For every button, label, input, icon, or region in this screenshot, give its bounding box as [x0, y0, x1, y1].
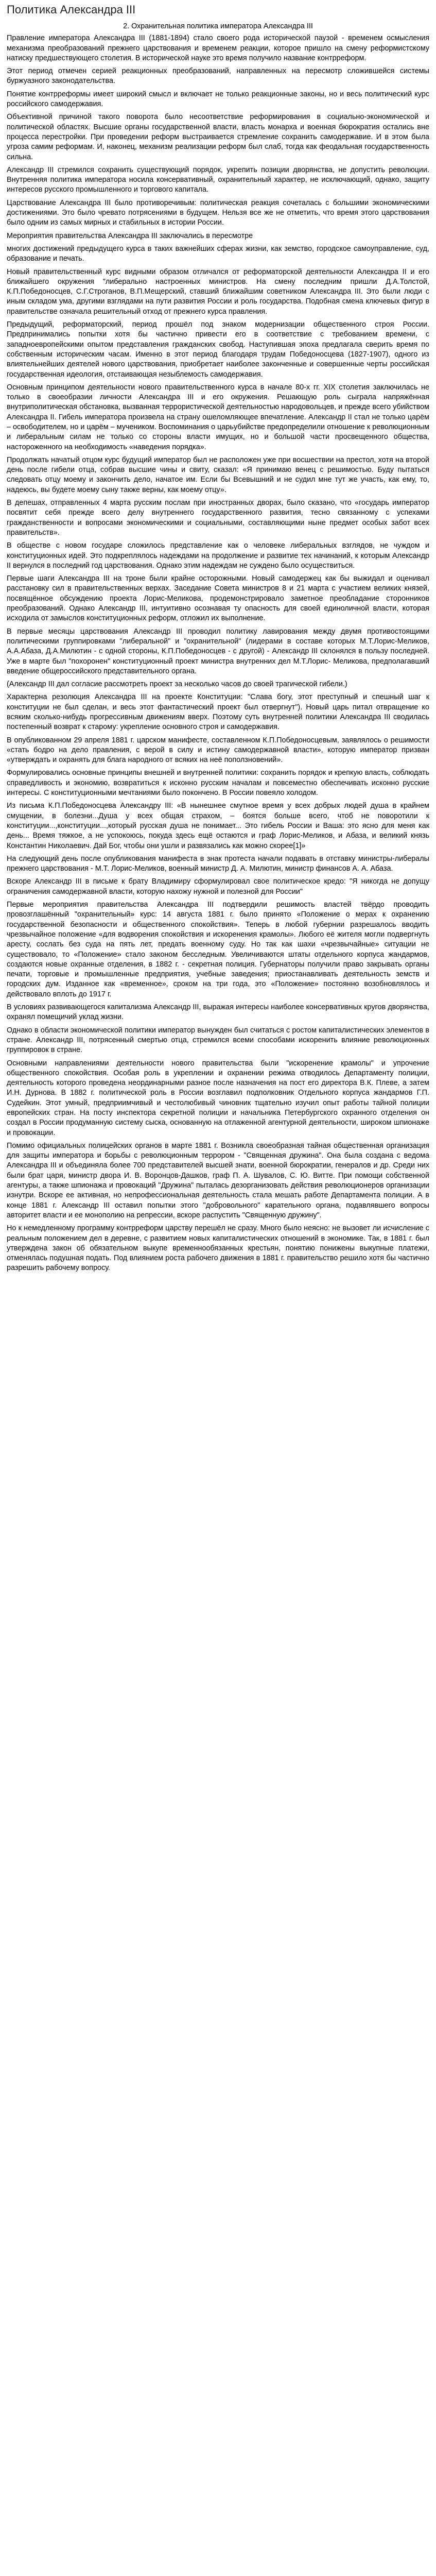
paragraph: Основными направлениями деятельности нового правительства были "искоренение крамолы" и упрочение общественного спокойствия. Особая роль в укреплении и охранении режима отводилось Департаменту полиции, деятельность которого проведена неординарными разное после назначения на пост его директора В.К. Плеве, а затем И.Н. Дурнова. В 1882 г. политической роль в России возглавил подполковник Отдельного корпуса жандармов Г.П. Судейкин. Этот умный, предприимчивый и честолюбивый чиновник тщательно изучил опыт работы тайной полиции европейских стран. На посту инспектора секретной полиции и начальника Петербургского охранного отделения он создал в России продуманную систему сыска, основанную на отлаженной агентурной деятельности, широком шпионаже и провокации.	[7, 1059, 429, 1137]
paragraph: Александр III стремился сохранить существующий порядок, укрепить позиции дворянства, не допустить революции. Внутренняя политика императора носила консервативный, охранительный характер, не исключающий, однако, защиту интересов русского промышленного и торгового капитала.	[7, 165, 429, 194]
paragraph: Объективной причиной такого поворота было несоответствие реформирования в социально-экономической и политической областях. Высшие органы государственной власти, власть монарха и военная бюрократия остались вне процесса перестройки. При проведении реформ выстраивается стремление сохранить самодержавие. И в этом была угроза самим реформам. И, наконец, механизм реализации реформ был слаб, тогда как феодальная государственность сильна.	[7, 113, 429, 161]
paragraph: Однако в области экономической политики император вынужден был считаться с ростом капиталистических элементов в стране. Александр III, потрясенный смертью отца, стремился всеми способами искоренить влияние революционных группировок в стране.	[7, 1026, 429, 1055]
paragraph: многих достижений предыдущего курса в таких важнейших сферах жизни, как земство, городское самоуправление, суд, образование и печать.	[7, 244, 429, 263]
paragraph: Правление императора Александра III (1881-1894) стало своего рода исторической паузой - временем осмысления механизма преобразований прежнего царствования и временем реакции, которое пришло на смену реформистскому натиску предшествующего столетия. В исторической науке это время получило название контрреформ.	[7, 34, 429, 62]
paragraph: Но к немедленному программу контрреформ царству перешёл не сразу. Много было неясно: не вызовет ли исчисление с реальным положением дел в деревне, с развитием новых капиталистических отношений в экономике. Так, в 1881 г. был утверждена закон об обязательном выкупе временнообязанных крестьян, понятию понижены выкупные платежи, отменялась подушная подать. Под влиянием роста рабочего движения в 1881 г. правительство решило хотя бы частично разрешить рабочему вопросу.	[7, 1224, 429, 1273]
paragraph: Основным принципом деятельности нового правительственного курса в начале 80-х гг. XIX столетия заключилась не только в своеобразии личности Александра III и его окружения. Решающую роль сыграла напряжённая внутриполитическая обстановка, вызванная террористической деятельностью народовольцев, и прежде всего убийством Александра II. Гибель императора произвела на страну ошеломляющее впечатление. Александр II стал не только царём – освободителем, но и царём – мучеником. Воспоминания о царьубийстве предопределили отношение к революционным и либеральным силам не только со стороны власти имущих, но и большой части просвещенного общества, настороженного на необходимость «наведения порядка».	[7, 383, 429, 451]
paragraph: Характерна резолюция Александра III на проекте Конституции: "Слава богу, этот преступный и спешный шаг к конституции не был сделан, и весь этот фантастический проект был отвергнут"). Новый царь питал отвращение ко всяким сколько-нибудь прогрессивным движениям вверх. Поэтому суть внутренней политики Александра III сводилась постепенный возврат к старому: укрепление основного строя и самодержавия.	[7, 693, 429, 732]
section-subtitle: 2. Охранительная политика императора Александра III	[123, 22, 313, 30]
paragraph: Понятие контрреформы имеет широкий смысл и включает не только реакционные законы, но и весь политический курс российского самодержавия.	[7, 90, 429, 109]
paragraph: В депешах, отправленных 4 марта русским послам при иностранных дворах, было сказано, что «государь император посвятит себя прежде всего делу внутреннего государственного развития, тесно связанному с успехами гражданственности и вопросами экономическими и социальными, составляющими ныне предмет особых забот всех правительств».	[7, 499, 429, 537]
paragraph: Вскоре Александр III в письме к брату Владимиру сформулировал свое политическое кредо: "Я никогда не допущу ограничения самодержавной власти, которую нахожу нужной и полезной для России"	[7, 877, 429, 896]
paragraph: Первые шаги Александра III на троне были крайне осторожными. Новый самодержец как бы выжидал и оценивал расстановку сил в правительственных верхах. Заседание Совета министров 8 и 21 марта с участием великих князей, посвящённое обсуждению проекта Лорис-Меликова, продемонстрировало заметное преобладание сторонников преобразований. Однако Александр III, интуитивно осознавая ту опасность для своей единоличной власти, которая исходила от замыслов конституционных реформ, отложил их выполнение.	[7, 574, 429, 623]
paragraph: В условиях развивающегося капитализма Александр III, выражая интересы наиболее консервативных кругов дворянства, охранял помещичий уклад жизни.	[7, 1003, 429, 1022]
paragraph: Из письма К.П.Победоносцева Александру III: «В нынешнее смутное время у всех добрых людей душа в крайнем смущении, в болезни...Душа у всех общая страхом, – боятся больше всего, чтоб не поворотили к конституции...,конституции...,который русская душа не понимает... Это гибель России и Ваша: это ясно для меня как день... Время тяжкое, а не успокоюсь, покуда здесь ещё остаются и граф Лорис-Меликов, и Абаза, и великий князь Константин Николаевич. Дай Бог, чтобы они ушли и развязались как можно скорее[1]»	[7, 802, 429, 850]
paragraph: В обществе с новом государе сложилось представление как о человеке либеральных взглядов, не чуждом и конституционных идей. Это подкреплялось надеждами на продолжение и развитие тех начинаний, к которым Александр II вернулся в последний год царствования. Однако этим надеждам не суждено было осуществиться.	[7, 541, 429, 570]
paragraph: На следующий день после опубликования манифеста в знак протеста начали подавать в отставку министры-либералы прежнего царствования - М.Т. Лорис-Меликов, военный министр Д. А. Милютин, министр финансов А. А. Абаза.	[7, 854, 429, 873]
paragraph: Помимо официальных полицейских органов в марте 1881 г. Возникла своеобразная тайная общественная организация для защиты императора и борьбы с революционным террором - "Священная дружина". Она была создана с ведома Александра III и объединяла более 700 представителей высшей знати, военной бюрократии, генералов и др. Среди них были брат царя, министр двора И. В. Воронцов-Дашков, граф П. А. Шувалов, С. Ю. Витте. При помощи собственной агентуры, а также шпионажа и провокаций "Дружина" пыталась дезорганизовать действия революционеров организации изнутри. Вскоре ее активная, но непрофессиональная деятельность стала мешать работе Департамента полиции. А в конце 1881 г. Александр III оставил попытки этого "добровольного" карательного органа, подавлявшего вопросы авторитет власти и ее монополию на репрессии, вскоре распустить "Священную дружину".	[7, 1141, 429, 1219]
paragraph: В опубликованном 29 апреля 1881 г. царском манифесте, составленном К.П.Победоносцевым, заявлялось о решимости «стать бодро на дело правления, с верой в силу и истину самодержавной власти», которую император призван «утверждать и охранять для блага народного от всяких на неё поползновений».	[7, 736, 429, 765]
paragraph: В первые месяцы царствования Александр III проводил политику лавирования между двумя противостоящими политическими группировками "либеральной" и "охранительной" (лидерами в составе которых М.Т.Лорис-Меликов, А.А.Абаза, Д.А.Милютин - с одной стороны, К.П.Победоносцев - с другой) - Александр III склонялся в пользу последней. Уже в марте был "похоронен" конституционный проект министра внутренних дел М.Т.Лорис- Меликова, предполагавший введение общероссийского представительного органа.	[7, 627, 429, 675]
paragraph: Царствование Александра III было противоречивым: политическая реакция сочеталась с большими экономическими достижениями. Это было чревато потрясениями в будущем. Нельзя все же не отметить, что время этого царствования было одним из самых мирных и стабильных в истории России.	[7, 198, 429, 227]
document-page	[0, 0, 436, 1274]
paragraph: (Александр III дал согласие рассмотреть проект за несколько часов до своей трагической гибели.)	[7, 680, 347, 689]
paragraph: Мероприятия правительства Александра III заключались в пересмотре	[7, 231, 253, 240]
paragraph: Первые мероприятия правительства Александра III подтвердили решимость властей твёрдо проводить провозглашённый "охранительный» курс: 14 августа 1881 г. было принято «Положение о мерах к охранению государственной безопасности и общественного спокойствия». Теперь в любой губернии разрешалось вводить чрезвычайное положение «для водворения спокойствия и искоренения крамолы». Любого её жителя могли подвергнуть аресту, сослать без суда на пять лет, предать военному суду. Но так как шахи «чрезвычайные» ситуации не существовало, то «Положение» стало законом бесследным. Увеличиваются штаты отдельного корпуса жандармов, создаются новые охранные отделения, в 1882 г. - секретная полиция. Губернаторы получили право закрывать органы печати, торговые и промышленные предприятия, учебные заведения; приостанавливать деятельность земств и городских дум. Изданное как «временное», сроком на три года, это «Положение» постоянно возобновлялось и действовало вплоть до 1917 г.	[7, 901, 429, 998]
paragraph: Предыдущий, реформаторский, период прошёл под знаком модернизации общественного строя России. Предпринимались попытки хотя бы частично привести его в соответствие с требованием времени, с западноевропейскими опытом представления гражданских свобод. Наступившая эпоха предлагала сверить время по собственным историческим часам. Именно в этот период благодаря трудам Победоносцева (1827-1907), одного из влиятельнейших деятелей нового царствования, приобретает наиболее законченные и совершенные черты российская государственная идеология, отстаивающая незыблемость самодержавия.	[7, 320, 429, 379]
paragraph: Новый правительственный курс видными образом отличался от реформаторской деятельности Александра II и его ближайшего окружения "либерально настроенных министров. На смену последним пришли Д.А.Толстой, К.П.Победоносцев, С.Г.Строганов, В.П.Мещерский, ставший ближайшим советником Александра III. Это были люди с иным складом ума, другими взглядами на пути развития России и роль государства. Подобная смена ключевых фигур в правительстве означала решительный отход от прежнего курса правления.	[7, 267, 429, 316]
paragraph: Этот период отмечен серией реакционных преобразований, направленных на пересмотр сложившейся системы буржуазного законодательства.	[7, 67, 429, 86]
paragraph: Продолжать начатый отцом курс будущий император был не расположен уже при восшествии на престол, хотя на второй день после гибели отца, собрав высшие чины и свиту, сказал: «Я принимаю венец с решимостью. Буду пытаться следовать отцу моему и закончить дело, начатое им. Если бы Всевышний и не судил мне тут же участь, как ему, то, надеюсь, вы будете моему сыну также верны, как моему отцу».	[7, 455, 429, 494]
page-title: Политика Александра III	[7, 3, 136, 16]
paragraph: Формулировались основные принципы внешней и внутренней политики: сохранить порядок и крепкую власть, соблюдать справедливость и экономию, возвратиться к исконно русским началам и повсеместно обеспечивать исконно русские интересы. С конституционными мечтаниями было покончено. В России повеяло холодом.	[7, 769, 429, 798]
